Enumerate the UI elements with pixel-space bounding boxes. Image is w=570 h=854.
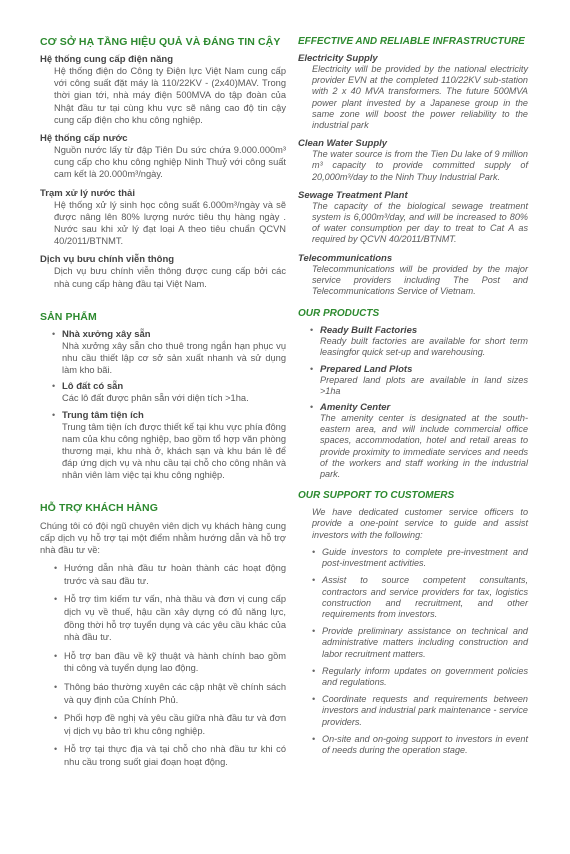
list-item: • Thông báo thường xuyên các cập nhật về chính sách và quy định của Chính Phủ. xyxy=(54,681,286,706)
infra-item-title: Hệ thống cung cấp điện năng xyxy=(40,54,173,65)
infra-item-sewage-en xyxy=(298,190,528,246)
infra-item-text: The capacity of the biological sewage treatment system is 6,000m³/day, and will be increased to 80% of water consumption per day to treat to Cat A as required by QCVN 40/2011/BTNMT. xyxy=(312,200,528,245)
list-item: • On-site and on-going support to investors in event of needs during the operation stage. xyxy=(312,734,528,756)
infra-item-text: Dịch vụ bưu chính viễn thông được cung cấp bởi các nhà cung cấp hàng đầu tại Việt Nam. xyxy=(54,266,286,289)
list-item xyxy=(310,402,528,480)
support-list-en xyxy=(298,547,528,756)
products-heading-vn: SẢN PHẨM xyxy=(40,310,97,323)
english-column xyxy=(298,36,528,762)
support-heading-vn: HỖ TRỢ KHÁCH HÀNG xyxy=(40,501,158,514)
list-item xyxy=(52,329,286,377)
infra-item-text: Electricity will be provided by the national electricity provider EVN at the completed 110/22KV sub-station with 2 x 40 MVA transformers. The future 500MVA power plant invested by a Japanese group in the same zone will boost the power reliability to the industrial park xyxy=(312,64,528,131)
list-item xyxy=(310,364,528,397)
product-text: Ready built factories are available for short term leasingfor quick set-up and warehousing. xyxy=(320,336,528,358)
product-title: • Amenity Center xyxy=(320,402,391,414)
product-title: • Lô đất có sẵn xyxy=(62,381,124,393)
list-item xyxy=(52,410,286,482)
support-heading-en: OUR SUPPORT TO CUSTOMERS xyxy=(298,490,455,502)
infra-item-electricity-en xyxy=(298,53,528,131)
list-item: • Hỗ trợ tại thực địa và tại chỗ cho nhà đầu tư khi có nhu cầu trong suốt giai đoạn hoạt động. xyxy=(54,743,286,768)
infra-item-text: Nguồn nước lấy từ đập Tiên Du sức chứa 9.000.000m³ cung cấp cho khu công nghiệp Ninh Thuỷ với công suất cam kết là 20.000m³/ngày. xyxy=(54,145,286,180)
product-title: • Nhà xưởng xây sẵn xyxy=(62,328,151,340)
list-item: • Phối hợp đề nghị và yêu cầu giữa nhà đầu tư và đơn vị dịch vụ bảo trì khu công nghiệp. xyxy=(54,712,286,737)
infra-heading-vn: CƠ SỞ HẠ TẦNG HIỆU QUẢ VÀ ĐÁNG TIN CẬY xyxy=(40,36,281,48)
product-title: • Prepared Land Plots xyxy=(320,363,413,375)
product-text: Các lô đất được phân sẵn với diện tích >1ha. xyxy=(62,393,249,404)
product-title: • Trung tâm tiện ích xyxy=(62,409,144,421)
list-item: • Provide preliminary assistance on technical and administrative matters including construction and labor recruitment matters. xyxy=(312,626,528,660)
infra-item-telecom-vn xyxy=(40,254,286,289)
products-list-en xyxy=(298,325,528,480)
list-item: • Hỗ trợ ban đầu về kỹ thuật và hành chính bao gồm thi công và tuyển dụng lao động. xyxy=(54,650,286,675)
infra-item-title: Sewage Treatment Plant xyxy=(298,189,408,201)
list-item: • Guide investors to complete pre-investment and post-investment activities. xyxy=(312,547,528,569)
infra-item-text: The water source is from the Tien Du lake of 9 million m³ capacity to provide committed supply of 20,000m³/day to the Ninh Thuy Industrial Park. xyxy=(312,149,528,182)
list-item: • Assist to source competent consultants, contractors and service providers for tax, logistics construction and recruitment, and other requirements from investors. xyxy=(312,575,528,620)
product-text: Nhà xưởng xây sẵn cho thuê trong ngắn hạn phục vụ nhu cầu thiết lập cơ sở sản xuất nhanh và sử dụng làm kho bãi. xyxy=(62,340,286,376)
infra-heading-en: EFFECTIVE AND RELIABLE INFRASTRUCTURE xyxy=(298,36,525,47)
infra-item-title: Electricity Supply xyxy=(298,53,378,64)
support-intro-vn: Chúng tôi có đội ngũ chuyên viên dịch vụ khách hàng cung cấp dịch vụ hỗ trợ tại một điểm nhằm hướng dẫn và hỗ trợ nhà đầu tư về: xyxy=(40,520,286,556)
infra-item-title: Clean Water Supply xyxy=(298,138,388,150)
product-text: Trung tâm tiện ích được thiết kế tại khu vực phía đông nam của khu công nghiệp, bao gồm tổ hợp văn phòng thương mại, khu nhà ở, khách sạn và khu bán lẻ để đáp ứng dịch vụ và nhu cầu tại chỗ cho công nhân và nhân viên làm việc tại khu công nghiệp. xyxy=(62,421,286,481)
list-item: • Hỗ trợ tìm kiếm tư vấn, nhà thầu và đơn vị cung cấp dịch vụ về thuế, hậu cần xây dựng có đủ năng lực, đồng thời hỗ trợ tuyển dụng và các yêu cầu khác của nhà đầu tư. xyxy=(54,593,286,643)
infra-item-text: Hệ thống xử lý sinh học công suất 6.000m³/ngày và sẽ được nâng lên 80% lượng nước tiêu thụ hàng ngày . Nước sau khi xử lý đạt loại A theo tiêu chuẩn QCVN 40/2011/BTNMT. xyxy=(54,199,286,247)
vietnamese-column xyxy=(40,36,286,775)
support-list-vn xyxy=(40,562,286,768)
infra-item-title: Trạm xử lý nước thải xyxy=(40,187,135,199)
products-heading-en: OUR PRODUCTS xyxy=(298,308,380,320)
infra-item-water-vn xyxy=(40,133,286,181)
support-intro-en: We have dedicated customer service officers to provide a one-point service to guide and assist investors with the following: xyxy=(312,507,528,540)
product-text: Prepared land plots are available in land sizes >1ha xyxy=(320,374,528,396)
product-title: • Ready Built Factories xyxy=(320,325,418,337)
products-list-vn xyxy=(40,329,286,482)
list-item xyxy=(52,381,286,404)
infra-item-title: Hệ thống cấp nước xyxy=(40,133,128,145)
infra-item-water-en xyxy=(298,138,528,183)
list-item xyxy=(310,325,528,358)
infra-item-text: Hệ thống điện do Công ty Điện lực Việt Nam cung cấp với công suất đặt máy là 110/22KV - (2x40)MAV. Trong thời gian tới, nhà máy điện 500MVA do tập đoàn của Nhật đầu tư tại cùng khu vực sẽ nâng cao độ tin cậy cung cấp điện cho khu công nghiệp. xyxy=(54,66,286,125)
list-item: • Regularly inform updates on government policies and regulations. xyxy=(312,666,528,688)
list-item: • Coordinate requests and requirements between investors and industrial park maintenance - service providers. xyxy=(312,694,528,728)
product-text: The amenity center is designated at the south-eastern area, and will include commercial office spaces, accommodation, hotel and retail areas to provide proximity to immediate services and needs of the workers and staff working in the industrial park. xyxy=(320,413,528,480)
infra-item-text: Telecommunications will be provided by the major service providers including The Post and Telecommunications Service of Vietnam. xyxy=(312,263,528,297)
infra-item-title: Telecommunications xyxy=(298,252,393,264)
infra-item-sewage-vn xyxy=(40,188,286,248)
infra-item-electricity-vn xyxy=(40,54,286,126)
infra-item-telecom-en xyxy=(298,253,528,298)
list-item: • Hướng dẫn nhà đầu tư hoàn thành các hoạt động trước và sau đầu tư. xyxy=(54,562,286,587)
infra-item-title: Dịch vụ bưu chính viễn thông xyxy=(40,254,175,266)
